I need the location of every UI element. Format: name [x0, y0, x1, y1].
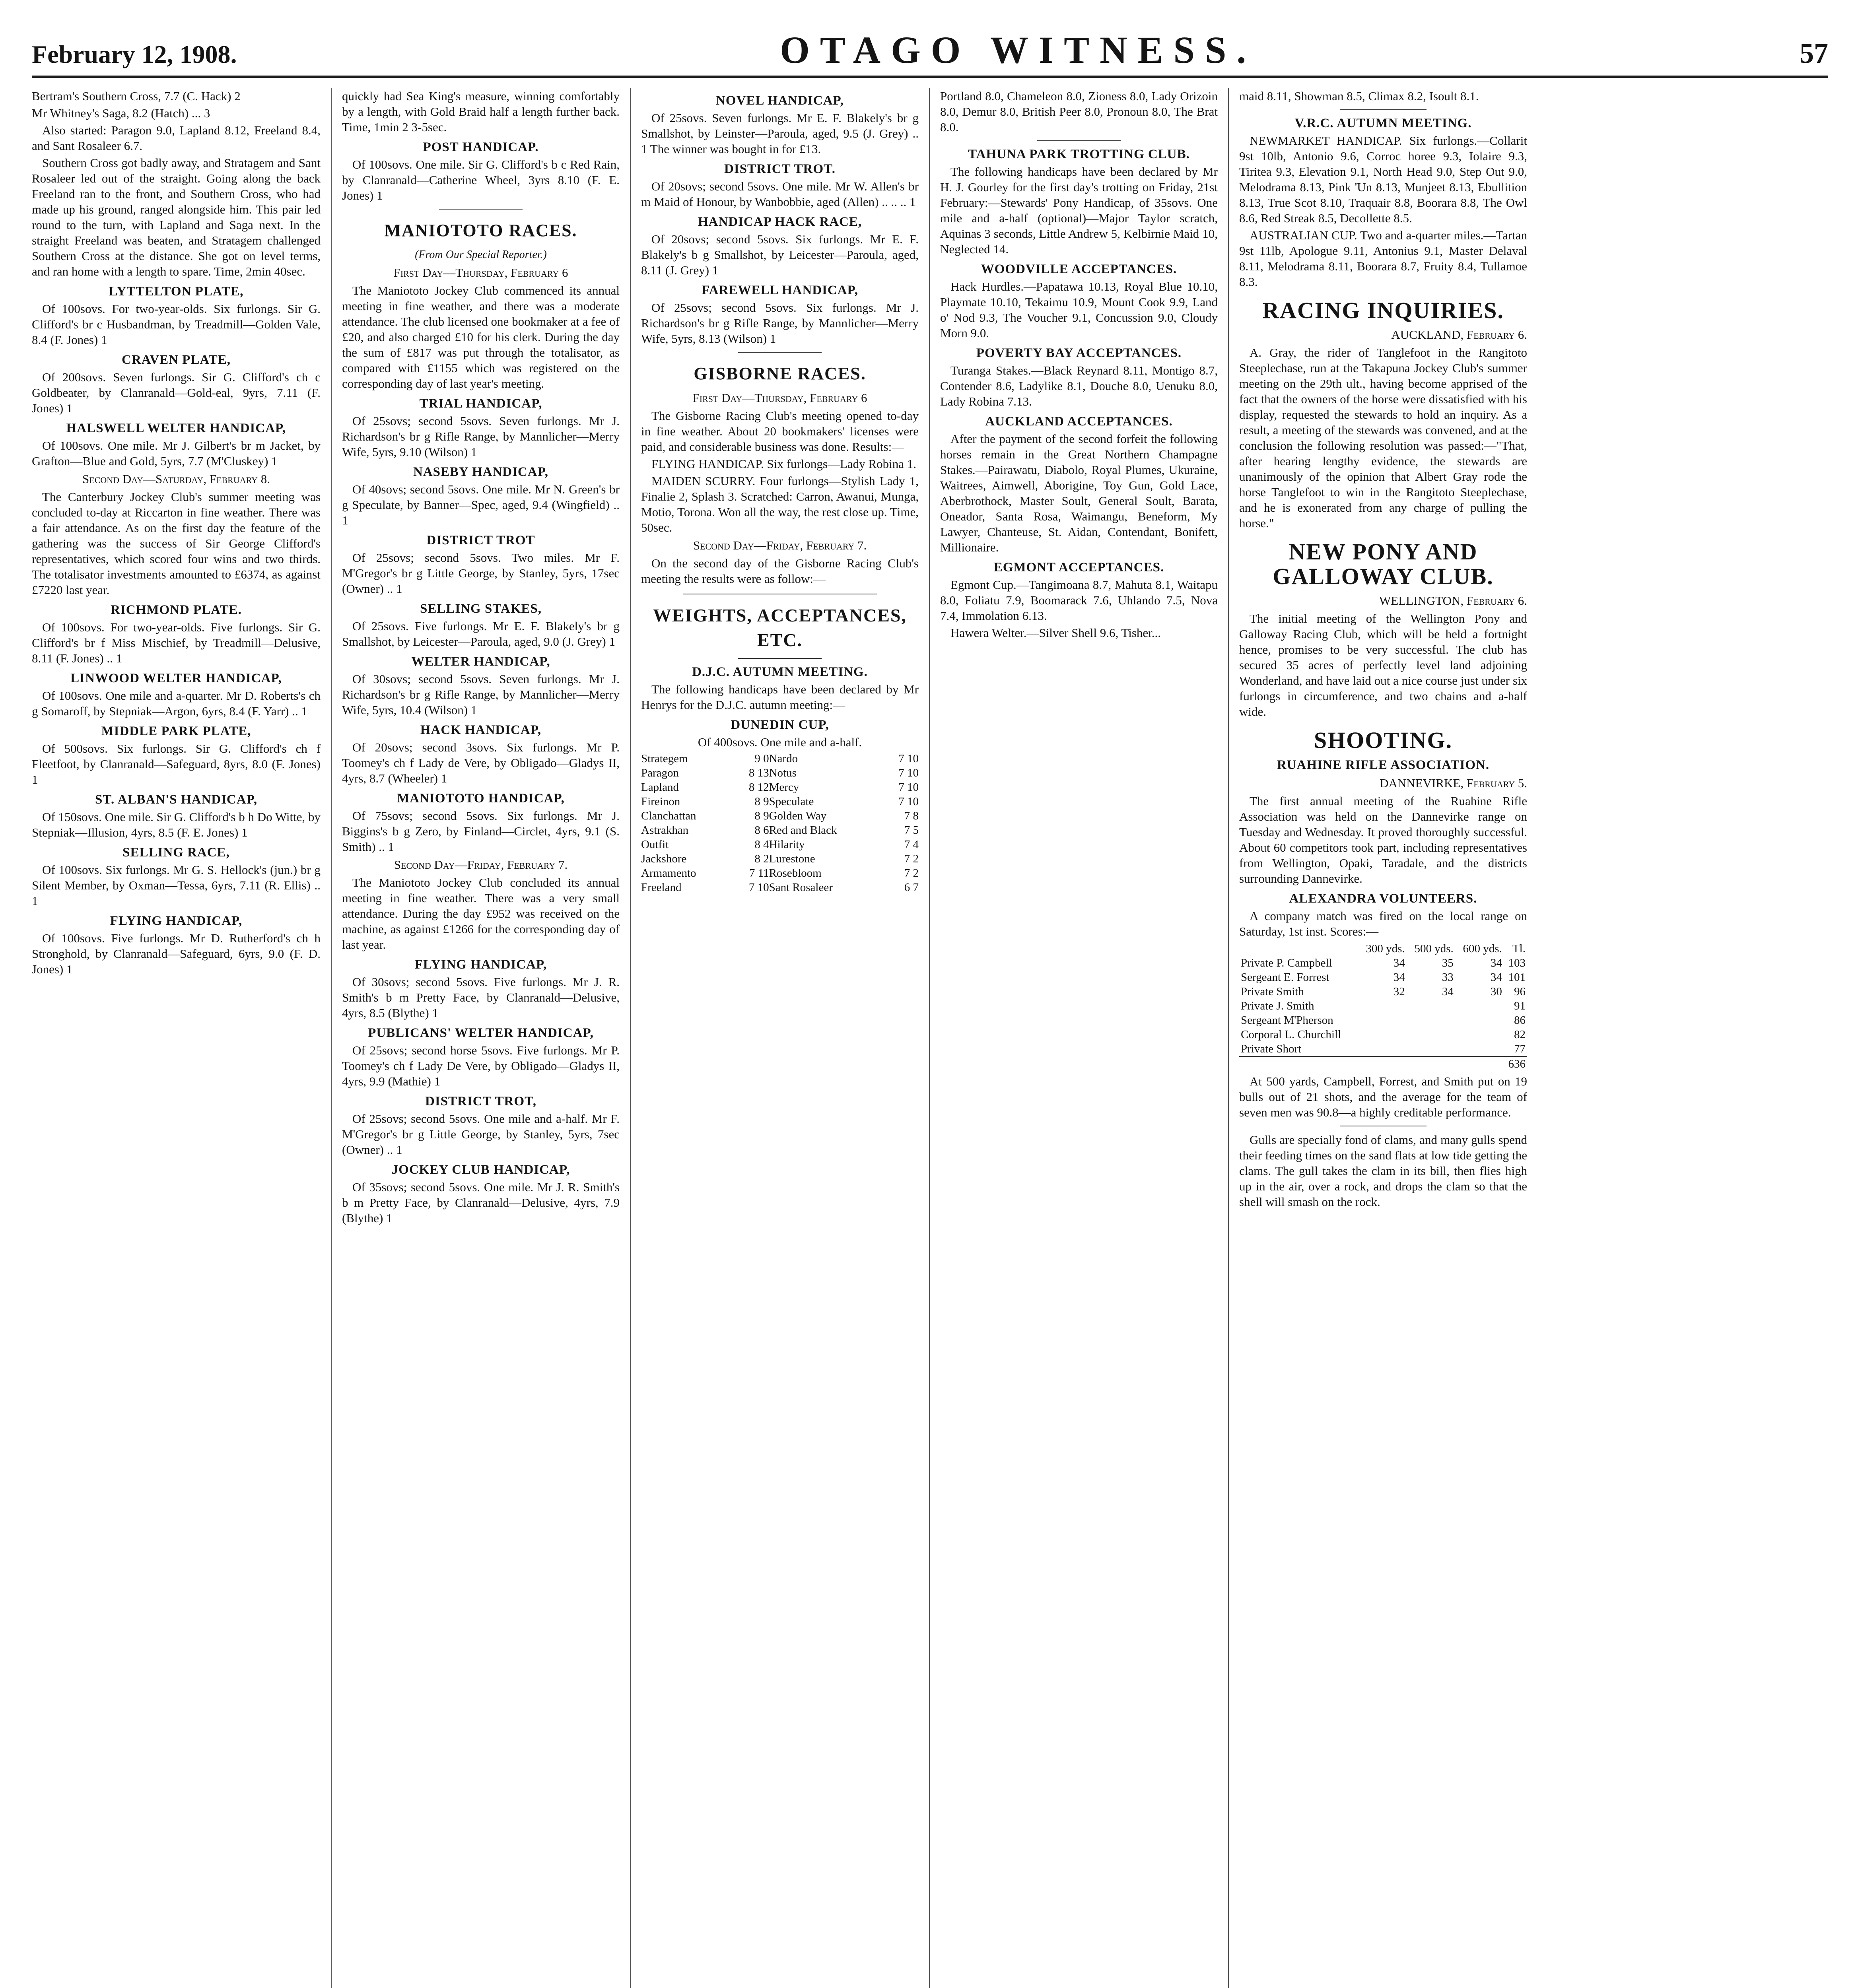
race-result: Of 20sovs; second 5sovs. One mile. Mr W. Allen's br m Maid of Honour, by Wanbobbie, aged (Allen) .. .. .. 1 — [641, 179, 919, 209]
section-heading: NEW PONY AND GALLOWAY CLUB. — [1273, 539, 1494, 589]
cup-entry-row — [641, 780, 919, 794]
score-cell: 30 — [1490, 985, 1502, 998]
cup-entry-row — [641, 751, 919, 766]
horse-name: Strategem — [641, 752, 688, 765]
section-divider — [738, 658, 821, 659]
horse-weight: 7 4 — [904, 838, 919, 851]
race-result: FLYING HANDICAP. Six furlongs—Lady Robina 1. — [651, 457, 916, 471]
horse-weight: 8 6 — [754, 824, 769, 837]
dateline: DANNEVIRKE, February 5. — [1380, 776, 1527, 790]
race-heading: NOVEL HANDICAP, — [716, 93, 844, 108]
race-conditions: Of 400sovs. One mile and a-half. — [698, 735, 862, 749]
race-heading: TRIAL HANDICAP, — [419, 396, 542, 411]
score-cell — [1455, 999, 1504, 1013]
race-result: Of 30sovs; second 5sovs. Five furlongs. Mr J. R. Smith's b m Pretty Face, by Clanranald—Delusive, 4yrs, 8.5 (Blythe) 1 — [342, 975, 620, 1020]
race-result: Of 100sovs. One mile and a-quarter. Mr D. Roberts's ch g Somaroff, by Stepniak—Argon, 6yrs, 8.4 (F. Yarr) .. 1 — [32, 689, 321, 718]
article-text: At 500 yards, Campbell, Forrest, and Smith put on 19 bulls out of 21 shots, and the average for the team of seven men was 90.8—a highly creditable performance. — [1239, 1074, 1527, 1119]
score-cell — [1358, 1013, 1407, 1027]
race-heading: FAREWELL HANDICAP, — [702, 283, 858, 297]
score-row — [1239, 984, 1527, 999]
race-heading: DISTRICT TROT, — [425, 1094, 536, 1109]
article-text: The first annual meeting of the Ruahine Rifle Association was held on the Dannevirke range on Tuesday and Wednesday. It proved thoroughly successful. About 60 competitors took part, including representatives from Wellington, Opaki, Taradale, and the districts surrounding Dannevirke. — [1239, 794, 1527, 885]
score-row — [1239, 970, 1527, 984]
horse-name: Lurestone — [769, 852, 815, 865]
horse-weight: 7 10 — [898, 795, 919, 808]
issue-date: February 12, 1908. — [32, 40, 237, 68]
race-result: Of 35sovs; second 5sovs. One mile. Mr J. R. Smith's b m Pretty Face, by Clanranald—Delusive, 4yrs, 7.9 (Blythe) 1 — [342, 1180, 620, 1225]
score-cell: Corporal L. Churchill — [1241, 1028, 1341, 1041]
cup-entry-row — [641, 866, 919, 880]
score-cell — [1358, 999, 1407, 1013]
acceptance-list: Hawera Welter.—Silver Shell 9.6, Tisher... — [950, 626, 1161, 640]
section-heading: MANIOTOTO RACES. — [384, 221, 577, 240]
horse-name: Sant Rosaleer — [769, 881, 833, 894]
handicap-text: The following handicaps have been declared by Mr H. J. Gourley for the first day's trotting on Friday, 21st February:—Stewards' Pony Handicap, of 35sovs. One mile and a-half (optional)—Major Taylor scratch, Aquinas 3 seconds, Little Andrew 5, Kelbirnie Maid 10, Neglected 14. — [940, 165, 1218, 256]
score-cell: 34 — [1490, 957, 1502, 969]
race-result: Of 20sovs; second 3sovs. Six furlongs. Mr P. Toomey's ch f Lady de Vere, by Obligado—Gladys II, 4yrs, 8.7 (Wheeler) 1 — [342, 740, 620, 785]
horse-name: Armamento — [641, 867, 696, 879]
score-cell — [1358, 1027, 1407, 1042]
meeting-day-heading: Second Day—Friday, February 7. — [693, 538, 867, 552]
score-column-header: 500 yds. — [1414, 942, 1454, 955]
subsection-heading: ALEXANDRA VOLUNTEERS. — [1289, 891, 1477, 906]
article-columns — [32, 88, 1828, 1988]
column-4 — [929, 88, 1228, 1988]
race-heading: HANDICAP HACK RACE, — [698, 215, 862, 229]
acceptance-list: maid 8.11, Showman 8.5, Climax 8.2, Isoult 8.1. — [1239, 89, 1479, 103]
subsection-heading: V.R.C. AUTUMN MEETING. — [1294, 116, 1472, 130]
horse-weight: 7 10 — [748, 881, 769, 894]
horse-weight: 7 2 — [904, 852, 919, 865]
section-heading: RACING INQUIRIES. — [1262, 297, 1504, 323]
cup-entry-row — [641, 852, 919, 866]
score-cell: 86 — [1514, 1014, 1526, 1027]
score-cell — [1407, 1027, 1455, 1042]
score-row — [1239, 1013, 1527, 1027]
score-cell: 96 — [1514, 985, 1526, 998]
score-cell: Private Smith — [1241, 985, 1304, 998]
intro-text: The following handicaps have been declared by Mr Henrys for the D.J.C. autumn meeting:— — [641, 682, 919, 712]
race-result: Of 25sovs; second 5sovs. Seven furlongs. Mr J. Richardson's br g Rifle Range, by Mannlicher—Merry Wife, 5yrs, 9.10 (Wilson) 1 — [342, 414, 620, 459]
section-heading: WEIGHTS, ACCEPTANCES, ETC. — [653, 605, 907, 650]
masthead — [32, 28, 1828, 78]
horse-name: Freeland — [641, 881, 682, 894]
horse-name: Jackshore — [641, 852, 687, 865]
meeting-day-heading: First Day—Thursday, February 6 — [692, 391, 867, 405]
handicap-text: AUSTRALIAN CUP. Two and a-quarter miles.—Tartan 9st 11lb, Apologue 9.11, Antonius 9.1, Master Delaval 8.11, Melodrama 8.11, Boorara 8.7, Fruity 8.4, Tullamoe 8.3. — [1239, 228, 1527, 289]
meeting-day-heading: Second Day—Friday, February 7. — [394, 858, 568, 872]
cup-entry-row — [641, 766, 919, 780]
horse-weight: 7 10 — [898, 767, 919, 779]
score-column-header — [1239, 942, 1358, 956]
race-result: Of 100sovs. Five furlongs. Mr D. Rutherford's ch h Stronghold, by Clanranald—Safeguard, 6yrs, 9.0 (F. D. Jones) 1 — [32, 931, 321, 976]
score-cell: 101 — [1508, 971, 1526, 984]
horse-name: Fireinon — [641, 795, 680, 808]
acceptance-list: After the payment of the second forfeit the following horses remain in the Great Northern Champagne Stakes.—Pairawatu, Diabolo, Royal Plumes, Ukuraine, Waitrees, Aimwell, Aborigine, Toy Gun, Gold Lace, Aberbrothock, Master Soult, General Soult, Barata, Oneador, Santa Rosa, Waimangu, Beneform, My Lawyer, Chanteuse, St. Aidan, Contendant, Bonifett, Millionaire. — [940, 432, 1218, 554]
subsection-heading: D.J.C. AUTUMN MEETING. — [692, 665, 868, 679]
score-cell: 35 — [1442, 957, 1454, 969]
handicap-text: NEWMARKET HANDICAP. Six furlongs.—Collarit 9st 10lb, Antonio 9.6, Corroc horee 9.3, Iolaire 9.3, Tiritea 9.3, Elevation 9.1, North Head 9.0, Step Out 9.0, Melodrama 8.13, Pink 'Un 8.13, Munjeet 8.13, Ebullition 8.13, True Scot 8.10, Traquair 8.8, Boorara 8.8, The Owl 8.6, Red Streak 8.5, Decollette 8.5. — [1239, 134, 1527, 225]
score-cell: 34 — [1442, 985, 1454, 998]
race-heading: SELLING RACE, — [122, 845, 230, 860]
horse-name: Paragon — [641, 767, 679, 779]
acceptance-list: Turanga Stakes.—Black Reynard 8.11, Montigo 8.7, Contender 8.6, Ladylike 8.1, Douche 8.0, Uenuku 8.0, Lady Robina 7.13. — [940, 363, 1218, 408]
page-number: 57 — [1799, 37, 1828, 69]
horse-weight: 7 5 — [904, 824, 919, 837]
horse-weight: 7 2 — [904, 867, 919, 879]
race-result: Of 25sovs; second 5sovs. Six furlongs. Mr J. Richardson's br g Rifle Range, by Mannlicher—Merry Wife, 5yrs, 8.13 (Wilson) 1 — [641, 301, 919, 346]
cup-handicap-table — [641, 751, 919, 895]
meeting-day-heading: First Day—Thursday, February 6 — [393, 266, 568, 280]
subsection-heading: RUAHINE RIFLE ASSOCIATION. — [1277, 758, 1490, 772]
score-cell: 32 — [1393, 985, 1405, 998]
cup-entry-row — [641, 837, 919, 852]
race-result-line: Bertram's Southern Cross, 7.7 (C. Hack) 2 — [32, 89, 241, 103]
score-cell — [1455, 1042, 1504, 1056]
horse-weight: 8 2 — [754, 852, 769, 865]
horse-weight: 6 7 — [904, 881, 919, 894]
cup-entry-row — [641, 823, 919, 837]
race-description: Southern Cross got badly away, and Stratagem and Sant Rosaleer led out of the straight. Going along the back Freeland ran to the front, and Southern Cross, who had made up his ground, ranged alongside him. This pair led round to the turn, with Lapland and Saga next. In the straight Freeland was beaten, and Stratagem challenged Southern Cross at the distance. She got on level terms, and ran home with a length to spare. Time, 2min 40sec. — [32, 156, 321, 278]
score-column-header: 600 yds. — [1463, 942, 1502, 955]
dateline: WELLINGTON, February 6. — [1379, 594, 1527, 608]
meeting-report: The Gisborne Racing Club's meeting opened to-day in fine weather. About 20 bookmakers' licenses were paid, and considerable business was done. Results:— — [641, 409, 919, 454]
race-result: Of 40sovs; second 5sovs. One mile. Mr N. Green's br g Speculate, by Banner—Spec, aged, 9.4 (Wingfield) .. 1 — [342, 482, 620, 527]
race-heading: SELLING STAKES, — [420, 602, 542, 616]
section-divider — [1340, 109, 1426, 110]
race-result: Of 100sovs. For two-year-olds. Five furlongs. Sir G. Clifford's br f Miss Mischief, by Treadmill—Delusive, 8.11 (F. Jones) .. 1 — [32, 620, 321, 665]
subsection-heading: AUCKLAND ACCEPTANCES. — [985, 414, 1173, 429]
horse-weight: 9 0 — [754, 752, 769, 765]
score-cell: Private J. Smith — [1241, 1000, 1314, 1012]
race-heading: JOCKEY CLUB HANDICAP, — [391, 1163, 570, 1177]
race-heading: FLYING HANDICAP, — [414, 957, 547, 972]
column-2 — [331, 88, 630, 1988]
race-heading: NASEBY HANDICAP, — [413, 465, 548, 479]
cup-entry-row — [641, 794, 919, 809]
score-cell: 91 — [1514, 1000, 1526, 1012]
score-cell: 33 — [1442, 971, 1454, 984]
section-divider — [439, 209, 522, 210]
section-heading: SHOOTING. — [1314, 727, 1453, 753]
horse-weight: 8 9 — [754, 795, 769, 808]
article-text: The initial meeting of the Wellington Pony and Galloway Racing Club, which will be held a fortnight hence, promises to be very successful. The club has secured 35 acres of perfectly level land adjoining Wonderland, and have laid out a nice course just under six furlongs in circumference, and two chains and a-half wide. — [1239, 612, 1527, 718]
race-heading: DISTRICT TROT — [426, 533, 535, 547]
score-cell: Sergeant E. Forrest — [1241, 971, 1329, 984]
horse-name: Clanchattan — [641, 810, 696, 822]
race-heading: RICHMOND PLATE. — [111, 603, 242, 617]
horse-name: Speculate — [769, 795, 814, 808]
horse-name: Rosebloom — [769, 867, 822, 879]
horse-weight: 7 8 — [904, 810, 919, 822]
race-result: Of 200sovs. Seven furlongs. Sir G. Clifford's ch c Goldbeater, by Clanranald—Gold-eal, 9yrs, 7.11 (F. Jones) 1 — [32, 370, 321, 415]
horse-weight: 7 10 — [898, 781, 919, 794]
meeting-report: The Maniototo Jockey Club commenced its annual meeting in fine weather, and there was a moderate attendance. The club licensed one bookmaker at a fee of £20, and also charged £10 for his clerk. During the day the sum of £817 was put through the totalisator, as compared with £1155 which was registered on the corresponding day of last year's meeting. — [342, 283, 620, 390]
race-result: Of 100sovs. One mile. Sir G. Clifford's b c Red Rain, by Clanranald—Catherine Wheel, 3yrs 8.10 (F. E. Jones) 1 — [342, 157, 620, 202]
race-result: Of 150sovs. One mile. Sir G. Clifford's b h Do Witte, by Stepniak—Illusion, 4yrs, 8.5 (F. E. Jones) 1 — [32, 810, 321, 839]
race-result: Of 30sovs; second 5sovs. Seven furlongs. Mr J. Richardson's br g Rifle Range, by Mannlicher—Merry Wife, 5yrs, 10.4 (Wilson) 1 — [342, 672, 620, 717]
race-heading: WELTER HANDICAP, — [411, 654, 550, 669]
horse-weight: 7 11 — [749, 867, 769, 879]
also-started: Also started: Paragon 9.0, Lapland 8.12, Freeland 8.4, and Sant Rosaleer 6.7. — [32, 123, 321, 153]
score-cell: 77 — [1514, 1043, 1526, 1055]
subsection-heading: TAHUNA PARK TROTTING CLUB. — [968, 147, 1190, 161]
horse-name: Mercy — [769, 781, 799, 794]
section-divider — [1037, 140, 1120, 141]
horse-name: Lapland — [641, 781, 679, 794]
race-heading: DISTRICT TROT. — [724, 162, 836, 176]
race-heading: FLYING HANDICAP, — [110, 914, 243, 928]
score-row — [1239, 999, 1527, 1013]
meeting-report: On the second day of the Gisborne Racing Club's meeting the results were as follow:— — [641, 556, 919, 586]
score-column-header: Tl. — [1512, 942, 1526, 955]
subsection-heading: EGMONT ACCEPTANCES. — [993, 560, 1164, 575]
dateline: AUCKLAND, February 6. — [1391, 328, 1527, 342]
score-cell — [1407, 1013, 1455, 1027]
meeting-report: The Maniototo Jockey Club concluded its annual meeting in fine weather. There was a very small attendance. During the day £952 was received on the machine, as against £1266 for the corresponding day of last year. — [342, 876, 620, 951]
subsection-heading: WOODVILLE ACCEPTANCES. — [981, 262, 1177, 276]
horse-name: Golden Way — [769, 810, 827, 822]
horse-name: Astrakhan — [641, 824, 689, 837]
column-3 — [630, 88, 929, 1988]
race-result: Of 100sovs. One mile. Mr J. Gilbert's br m Jacket, by Grafton—Blue and Gold, 5yrs, 7.7 (M'Cluskey) 1 — [32, 439, 321, 468]
race-heading: ST. ALBAN'S HANDICAP, — [95, 792, 257, 807]
race-heading: CRAVEN PLATE, — [122, 353, 231, 367]
race-result-line: Mr Whitney's Saga, 8.2 (Hatch) ... 3 — [32, 106, 210, 120]
race-heading: LINWOOD WELTER HANDICAP, — [70, 671, 282, 685]
race-heading: MIDDLE PARK PLATE, — [101, 724, 251, 738]
score-cell: 34 — [1393, 971, 1405, 984]
horse-name: Notus — [769, 767, 797, 779]
score-cell — [1407, 1042, 1455, 1056]
race-result: Of 75sovs; second 5sovs. Six furlongs. Mr J. Biggins's b g Zero, by Finland—Circlet, 4yrs, 9.1 (S. Smith) .. 1 — [342, 809, 620, 854]
race-result: Of 20sovs; second 5sovs. Six furlongs. Mr E. F. Blakely's b g Smallshot, by Leicester—Paroula, aged, 8.11 (J. Grey) 1 — [641, 232, 919, 277]
race-heading: LYTTELTON PLATE, — [109, 284, 244, 299]
score-row — [1239, 956, 1527, 970]
score-row — [1239, 1042, 1527, 1056]
article-text: A. Gray, the rider of Tanglefoot in the Rangitoto Steeplechase, run at the Takapuna Jockey Club's summer meeting on the 29th ult., having become apprised of the fact that the owners of the horse were dissatisfied with his display, requested the stewards to hold an inquiry. As a result, a meeting of the stewards was convened, and at the conclusion the following resolution was passed:—"That, after hearing lengthy evidence, the stewards are unanimously of the opinion that Albert Gray rode the horse Tanglefoot to win in the Rangitoto Steeplechase, and he is exonerated from any charge of pulling the horse." — [1239, 346, 1527, 530]
meeting-report: The Canterbury Jockey Club's summer meeting was concluded to-day at Riccarton in fine weather. There was a fair attendance. As on the first day the feature of the gathering was the success of Sir George Clifford's representatives, which scored four wins and two thirds. The totalisator investments amounted to £6374, as against £7220 last year. — [32, 490, 321, 597]
column-1 — [32, 88, 331, 1988]
acceptance-list: Portland 8.0, Chameleon 8.0, Zioness 8.0, Lady Orizoin 8.0, Demur 8.0, British Peer 8.0, Pronoun 8.0, The Brat 8.0. — [940, 89, 1218, 134]
race-result: Of 25sovs; second 5sovs. One mile and a-half. Mr F. M'Gregor's br g Little George, by Stanley, 5yrs, 7sec (Owner) .. 1 — [342, 1112, 620, 1157]
race-result: Of 25sovs. Five furlongs. Mr E. F. Blakely's br g Smallshot, by Leicester—Paroula, aged, 9.0 (J. Grey) 1 — [342, 619, 620, 648]
race-heading: POST HANDICAP. — [423, 140, 539, 154]
race-heading: PUBLICANS' WELTER HANDICAP, — [368, 1026, 594, 1040]
cup-entry-row — [641, 880, 919, 895]
score-cell: 103 — [1508, 957, 1526, 969]
subsection-heading: POVERTY BAY ACCEPTANCES. — [976, 346, 1182, 360]
meeting-day-heading: Second Day—Saturday, February 8. — [82, 472, 270, 486]
horse-weight: 8 12 — [748, 781, 769, 794]
acceptance-list: Hack Hurdles.—Papatawa 10.13, Royal Blue 10.10, Playmate 10.10, Tekaimu 10.9, Mount Cook 9.9, Land o' Nod 9.3, The Voucher 9.1, Concussion 9.0, Cloudy Morn 9.0. — [940, 280, 1218, 340]
race-result: Of 500sovs. Six furlongs. Sir G. Clifford's ch f Fleetfoot, by Clanranald—Safeguard, 8yrs, 8.0 (F. Jones) 1 — [32, 742, 321, 786]
horse-weight: 7 10 — [898, 752, 919, 765]
score-cell: 34 — [1490, 971, 1502, 984]
race-result: MAIDEN SCURRY. Four furlongs—Stylish Lady 1, Finalie 2, Splash 3. Scratched: Carron, Awanui, Munga, Motio, Torona. Won all the way, the rest close up. Time, 50sec. — [641, 474, 919, 534]
race-result: Of 25sovs. Seven furlongs. Mr E. F. Blakely's br g Smallshot, by Leinster—Paroula, aged, 9.5 (J. Grey) .. 1 The winner was bought in for £13. — [641, 111, 919, 156]
horse-name: Red and Black — [769, 824, 837, 837]
score-cell: Sergeant M'Pherson — [1241, 1014, 1333, 1027]
horse-name: Outfit — [641, 838, 669, 851]
race-heading: HACK HANDICAP, — [420, 723, 542, 737]
horse-weight: 8 13 — [748, 767, 769, 779]
acceptance-list: Egmont Cup.—Tangimoana 8.7, Mahuta 8.1, Waitapu 8.0, Foliatu 7.9, Boomarack 7.6, Uhlando 7.5, Nova 7.4, Immolation 6.13. — [940, 578, 1218, 623]
section-heading: GISBORNE RACES. — [694, 364, 866, 383]
section-byline: (From Our Special Reporter.) — [415, 248, 547, 261]
score-row — [1239, 1027, 1527, 1042]
horse-name: Hilarity — [769, 838, 805, 851]
race-result: Of 100sovs. For two-year-olds. Six furlongs. Sir G. Clifford's br c Husbandman, by Treadmill—Golden Vale, 8.4 (F. Jones) 1 — [32, 302, 321, 347]
race-result: Of 25sovs; second 5sovs. Two miles. Mr F. M'Gregor's br g Little George, by Stanley, 5yrs, 17sec (Owner) .. 1 — [342, 551, 620, 596]
section-divider — [738, 352, 821, 353]
article-text: Gulls are specially fond of clams, and many gulls spend their feeding times on the sand flats at low tide getting the clams. The gull takes the clam in its bill, then flies high up in the air, over a rock, and drops the clam so that the shell will smash on the rock. — [1239, 1133, 1527, 1209]
race-heading: HALSWELL WELTER HANDICAP, — [66, 421, 286, 435]
race-result: Of 25sovs; second horse 5sovs. Five furlongs. Mr P. Toomey's ch f Lady De Vere, by Obligado—Gladys II, 4yrs, 9.9 (Mathie) 1 — [342, 1043, 620, 1088]
scores-table — [1239, 942, 1527, 1071]
score-cell: Private Short — [1241, 1043, 1302, 1055]
score-cell — [1407, 999, 1455, 1013]
score-column-header: 300 yds. — [1366, 942, 1405, 955]
race-heading: MANIOTOTO HANDICAP, — [397, 791, 565, 806]
race-description: quickly had Sea King's measure, winning comfortably by a length, with Gold Braid half a length further back. Time, 1min 2 3-5sec. — [342, 89, 620, 134]
score-total-row — [1239, 1056, 1527, 1071]
score-cell: Private P. Campbell — [1241, 957, 1332, 969]
score-cell: 82 — [1514, 1028, 1526, 1041]
cup-entry-row — [641, 809, 919, 823]
horse-weight: 8 4 — [754, 838, 769, 851]
horse-weight: 8 9 — [754, 810, 769, 822]
publication-title: OTAGO WITNESS. — [780, 29, 1257, 71]
score-total: 636 — [1504, 1056, 1527, 1071]
score-cell — [1358, 1042, 1407, 1056]
score-cell — [1455, 1013, 1504, 1027]
horse-name: Nardo — [769, 752, 798, 765]
column-5 — [1228, 88, 1527, 1988]
race-heading: DUNEDIN CUP, — [731, 718, 829, 732]
score-cell: 34 — [1393, 957, 1405, 969]
score-cell — [1455, 1027, 1504, 1042]
article-text: A company match was fired on the local range on Saturday, 1st inst. Scores:— — [1239, 909, 1527, 938]
race-result: Of 100sovs. Six furlongs. Mr G. S. Hellock's (jun.) br g Silent Member, by Oxman—Tessa, 6yrs, 7.11 (R. Ellis) .. 1 — [32, 863, 321, 908]
